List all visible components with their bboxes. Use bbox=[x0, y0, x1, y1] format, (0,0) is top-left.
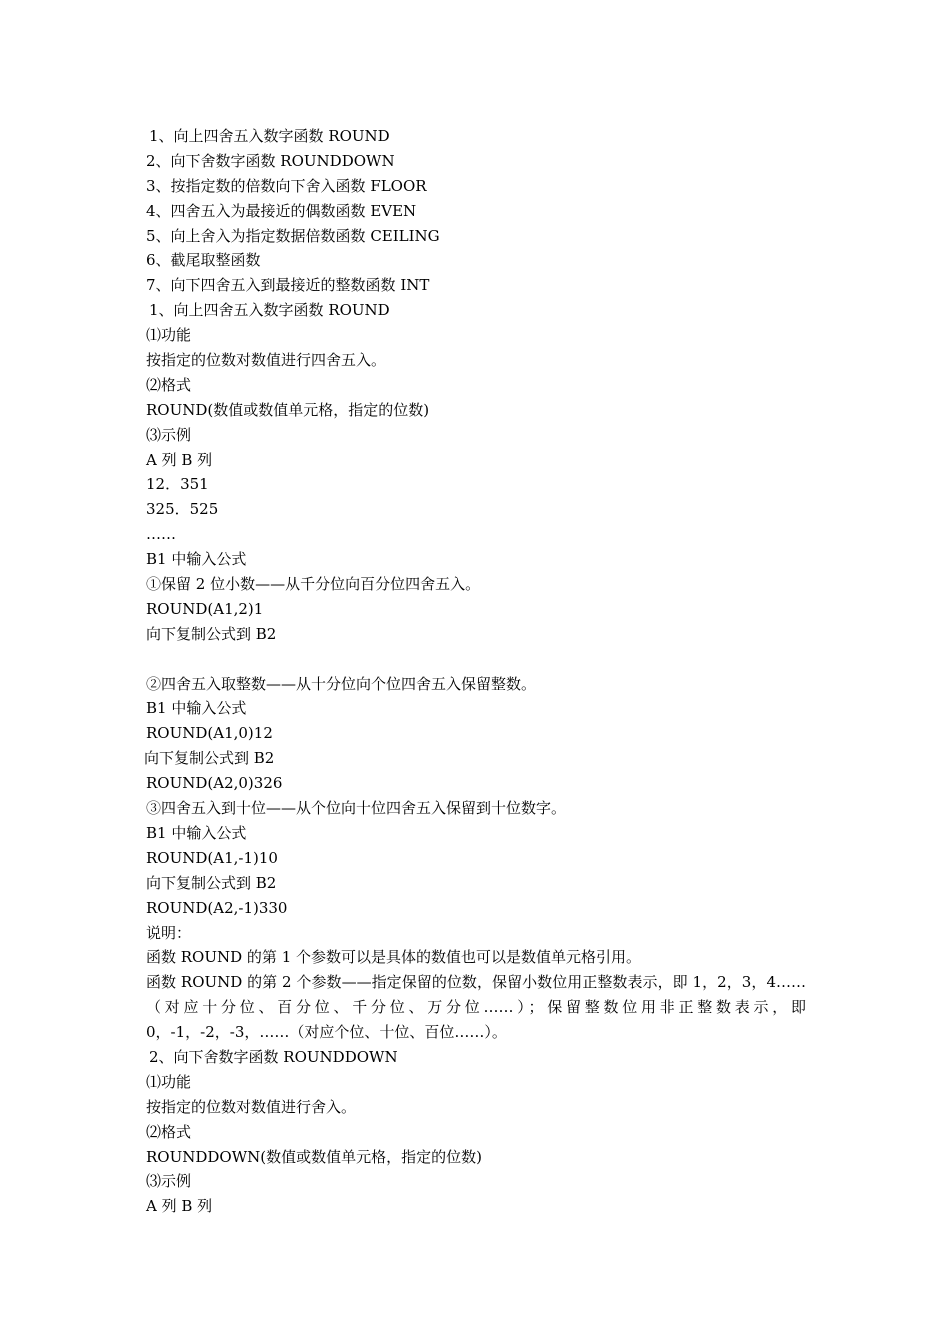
note-label: 说明： bbox=[146, 923, 192, 942]
case2-copy: 向下复制公式到 B2 bbox=[144, 749, 275, 768]
case1-copy: 向下复制公式到 B2 bbox=[146, 624, 277, 643]
section1-columns: A 列 B 列 bbox=[146, 450, 213, 469]
section1-func-label: ⑴功能 bbox=[146, 326, 192, 345]
case3-copy: 向下复制公式到 B2 bbox=[146, 873, 277, 892]
section1-format-text: ROUND(数值或数值单元格，指定的位数) bbox=[146, 400, 430, 419]
note-1: 函数 ROUND 的第 1 个参数可以是具体的数值也可以是数值单元格引用。 bbox=[146, 948, 642, 967]
section2-heading: 2、向下舍数字函数 ROUNDDOWN bbox=[149, 1048, 398, 1066]
toc-item-6: 6、截尾取整函数 bbox=[146, 251, 261, 270]
case3-b1-input: B1 中输入公式 bbox=[146, 823, 247, 842]
toc-item-5: 5、向上舍入为指定数据倍数函数 CEILING bbox=[146, 226, 440, 245]
section1-func-text: 按指定的位数对数值进行四舍五入。 bbox=[146, 351, 387, 370]
blank-line bbox=[146, 647, 810, 672]
toc-item-2: 2、向下舍数字函数 ROUNDDOWN bbox=[146, 151, 395, 170]
section1-ellipsis: …… bbox=[146, 525, 176, 544]
section1-value-1: 12．351 bbox=[146, 475, 209, 494]
toc-item-1: 1、向上四舍五入数字函数 ROUND bbox=[149, 127, 390, 145]
section1-b1-input: B1 中输入公式 bbox=[146, 550, 247, 569]
case3-formula-2: ROUND(A2,-1)330 bbox=[146, 898, 288, 917]
document-body bbox=[146, 124, 810, 1219]
section2-func-text: 按指定的位数对数值进行舍入。 bbox=[146, 1097, 357, 1116]
section2-example-label: ⑶示例 bbox=[146, 1172, 192, 1191]
section1-heading: 1、向上四舍五入数字函数 ROUND bbox=[149, 301, 390, 320]
case1-title: ①保留 2 位小数——从千分位向百分位四舍五入。 bbox=[146, 575, 481, 594]
section2-func-label: ⑴功能 bbox=[146, 1072, 192, 1091]
case2-title: ②四舍五入取整数——从十分位向个位四舍五入保留整数。 bbox=[146, 674, 537, 693]
section1-format-label: ⑵格式 bbox=[146, 375, 192, 394]
case3-formula-1: ROUND(A1,-1)10 bbox=[146, 848, 278, 867]
toc-item-3: 3、按指定数的倍数向下舍入函数 FLOOR bbox=[146, 176, 427, 195]
section2-columns: A 列 B 列 bbox=[146, 1197, 213, 1216]
case2-formula-1: ROUND(A1,0)12 bbox=[146, 724, 273, 743]
case3-title: ③四舍五入到十位——从个位向十位四舍五入保留到十位数字。 bbox=[146, 799, 567, 818]
section2-format-text: ROUNDDOWN(数值或数值单元格，指定的位数) bbox=[146, 1147, 482, 1166]
toc-item-7: 7、向下四舍五入到最接近的整数函数 INT bbox=[146, 276, 430, 295]
toc-item-4: 4、四舍五入为最接近的偶数函数 EVEN bbox=[146, 201, 417, 220]
case2-b1-input: B1 中输入公式 bbox=[146, 699, 247, 718]
section1-example-label: ⑶示例 bbox=[146, 425, 192, 444]
section2-format-label: ⑵格式 bbox=[146, 1122, 192, 1141]
section1-value-2: 325．525 bbox=[146, 500, 219, 519]
note-2: 函数 ROUND 的第 2 个参数——指定保留的位数，保留小数位用正整数表示，即 1，2，3，4……（对应十分位、百分位、千分位、万分位……）；保留整数位用非正整数表示，即 0，-1，-2，-3，……（对应个位、十位、百位……）。 bbox=[146, 973, 806, 1042]
case2-formula-2: ROUND(A2,0)326 bbox=[146, 774, 283, 793]
case1-formula: ROUND(A1,2)1 bbox=[146, 599, 264, 618]
